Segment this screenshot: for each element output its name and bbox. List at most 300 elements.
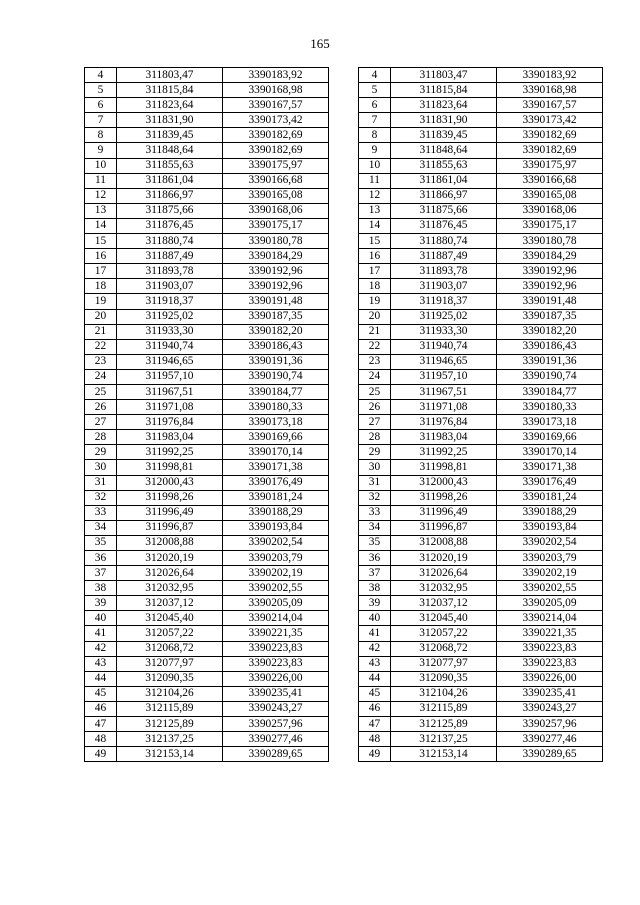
y-coordinate-cell: 3390187,35 [223, 309, 329, 324]
y-coordinate-cell: 3390175,97 [223, 158, 329, 173]
y-coordinate-cell: 3390191,48 [223, 294, 329, 309]
x-coordinate-cell: 311848,64 [391, 143, 497, 158]
point-number-cell: 9 [359, 143, 391, 158]
table-row [85, 535, 329, 550]
x-coordinate-cell: 312045,40 [391, 611, 497, 626]
point-number-cell: 10 [359, 158, 391, 173]
y-coordinate-cell: 3390289,65 [497, 747, 603, 762]
y-coordinate-cell: 3390180,78 [223, 234, 329, 249]
y-coordinate-cell: 3390173,42 [497, 113, 603, 128]
x-coordinate-cell: 312037,12 [391, 596, 497, 611]
table-row [85, 400, 329, 415]
point-number-cell: 13 [85, 203, 117, 218]
table-row [359, 173, 603, 188]
table-row [85, 324, 329, 339]
y-coordinate-cell: 3390176,49 [223, 475, 329, 490]
point-number-cell: 41 [85, 626, 117, 641]
y-coordinate-cell: 3390175,97 [497, 158, 603, 173]
point-number-cell: 20 [359, 309, 391, 324]
x-coordinate-cell: 311823,64 [117, 98, 223, 113]
y-coordinate-cell: 3390168,06 [223, 203, 329, 218]
x-coordinate-cell: 311998,26 [117, 490, 223, 505]
point-number-cell: 18 [85, 279, 117, 294]
coordinates-table-left [84, 67, 329, 762]
y-coordinate-cell: 3390193,84 [497, 520, 603, 535]
x-coordinate-cell: 311823,64 [391, 98, 497, 113]
x-coordinate-cell: 311876,45 [391, 218, 497, 233]
y-coordinate-cell: 3390190,74 [497, 369, 603, 384]
y-coordinate-cell: 3390187,35 [497, 309, 603, 324]
point-number-cell: 37 [85, 566, 117, 581]
point-number-cell: 35 [85, 535, 117, 550]
table-row [85, 98, 329, 113]
table-row [359, 83, 603, 98]
table-row [85, 369, 329, 384]
table-row [85, 188, 329, 203]
table-row [85, 641, 329, 656]
point-number-cell: 27 [359, 415, 391, 430]
point-number-cell: 36 [359, 551, 391, 566]
y-coordinate-cell: 3390191,48 [497, 294, 603, 309]
point-number-cell: 17 [85, 264, 117, 279]
y-coordinate-cell: 3390181,24 [223, 490, 329, 505]
x-coordinate-cell: 311831,90 [117, 113, 223, 128]
table-row [85, 173, 329, 188]
table-row [85, 460, 329, 475]
x-coordinate-cell: 311996,49 [117, 505, 223, 520]
y-coordinate-cell: 3390180,33 [223, 400, 329, 415]
table-row [85, 218, 329, 233]
y-coordinate-cell: 3390173,18 [223, 415, 329, 430]
y-coordinate-cell: 3390193,84 [223, 520, 329, 535]
point-number-cell: 19 [85, 294, 117, 309]
table-row [359, 339, 603, 354]
coordinates-table-right [358, 67, 603, 762]
table-row [85, 249, 329, 264]
y-coordinate-cell: 3390186,43 [223, 339, 329, 354]
y-coordinate-cell: 3390192,96 [497, 264, 603, 279]
point-number-cell: 34 [359, 520, 391, 535]
point-number-cell: 13 [359, 203, 391, 218]
table-row [359, 188, 603, 203]
y-coordinate-cell: 3390205,09 [497, 596, 603, 611]
x-coordinate-cell: 311918,37 [391, 294, 497, 309]
x-coordinate-cell: 311893,78 [391, 264, 497, 279]
table-row [359, 505, 603, 520]
x-coordinate-cell: 311925,02 [117, 309, 223, 324]
point-number-cell: 45 [359, 686, 391, 701]
y-coordinate-cell: 3390180,33 [497, 400, 603, 415]
x-coordinate-cell: 312068,72 [391, 641, 497, 656]
point-number-cell: 33 [85, 505, 117, 520]
point-number-cell: 11 [85, 173, 117, 188]
y-coordinate-cell: 3390168,06 [497, 203, 603, 218]
x-coordinate-cell: 311803,47 [391, 68, 497, 83]
table-row [359, 430, 603, 445]
table-row [359, 671, 603, 686]
table-row [359, 384, 603, 399]
x-coordinate-cell: 311875,66 [391, 203, 497, 218]
table-row [85, 309, 329, 324]
x-coordinate-cell: 311925,02 [391, 309, 497, 324]
point-number-cell: 45 [85, 686, 117, 701]
point-number-cell: 43 [85, 656, 117, 671]
y-coordinate-cell: 3390235,41 [223, 686, 329, 701]
y-coordinate-cell: 3390176,49 [497, 475, 603, 490]
table-row [359, 68, 603, 83]
point-number-cell: 41 [359, 626, 391, 641]
table-row [359, 415, 603, 430]
x-coordinate-cell: 311815,84 [391, 83, 497, 98]
y-coordinate-cell: 3390184,29 [497, 249, 603, 264]
x-coordinate-cell: 311957,10 [391, 369, 497, 384]
x-coordinate-cell: 312115,89 [391, 701, 497, 716]
y-coordinate-cell: 3390182,69 [497, 143, 603, 158]
x-coordinate-cell: 312057,22 [117, 626, 223, 641]
x-coordinate-cell: 312153,14 [117, 747, 223, 762]
x-coordinate-cell: 312026,64 [391, 566, 497, 581]
x-coordinate-cell: 312115,89 [117, 701, 223, 716]
point-number-cell: 10 [85, 158, 117, 173]
x-coordinate-cell: 312125,89 [117, 717, 223, 732]
table-row [85, 656, 329, 671]
y-coordinate-cell: 3390226,00 [497, 671, 603, 686]
x-coordinate-cell: 312057,22 [391, 626, 497, 641]
point-number-cell: 49 [359, 747, 391, 762]
y-coordinate-cell: 3390191,36 [497, 354, 603, 369]
table-row [359, 596, 603, 611]
x-coordinate-cell: 311967,51 [117, 384, 223, 399]
x-coordinate-cell: 311998,26 [391, 490, 497, 505]
x-coordinate-cell: 311876,45 [117, 218, 223, 233]
y-coordinate-cell: 3390192,96 [223, 279, 329, 294]
x-coordinate-cell: 311848,64 [117, 143, 223, 158]
table-row [359, 279, 603, 294]
table-row [85, 520, 329, 535]
point-number-cell: 4 [85, 68, 117, 83]
point-number-cell: 12 [359, 188, 391, 203]
point-number-cell: 16 [359, 249, 391, 264]
point-number-cell: 30 [85, 460, 117, 475]
y-coordinate-cell: 3390205,09 [223, 596, 329, 611]
x-coordinate-cell: 311996,49 [391, 505, 497, 520]
y-coordinate-cell: 3390202,55 [223, 581, 329, 596]
x-coordinate-cell: 311933,30 [117, 324, 223, 339]
point-number-cell: 20 [85, 309, 117, 324]
x-coordinate-cell: 312077,97 [391, 656, 497, 671]
point-number-cell: 40 [85, 611, 117, 626]
table-row [85, 430, 329, 445]
x-coordinate-cell: 312125,89 [391, 717, 497, 732]
point-number-cell: 11 [359, 173, 391, 188]
table-row [85, 671, 329, 686]
x-coordinate-cell: 311971,08 [117, 400, 223, 415]
table-row [359, 218, 603, 233]
y-coordinate-cell: 3390182,20 [223, 324, 329, 339]
x-coordinate-cell: 312090,35 [391, 671, 497, 686]
point-number-cell: 22 [359, 339, 391, 354]
x-coordinate-cell: 312104,26 [391, 686, 497, 701]
point-number-cell: 12 [85, 188, 117, 203]
y-coordinate-cell: 3390182,69 [223, 143, 329, 158]
x-coordinate-cell: 311918,37 [117, 294, 223, 309]
x-coordinate-cell: 312153,14 [391, 747, 497, 762]
point-number-cell: 34 [85, 520, 117, 535]
y-coordinate-cell: 3390170,14 [223, 445, 329, 460]
x-coordinate-cell: 311976,84 [117, 415, 223, 430]
x-coordinate-cell: 312137,25 [117, 732, 223, 747]
x-coordinate-cell: 312020,19 [117, 551, 223, 566]
table-row [359, 400, 603, 415]
x-coordinate-cell: 311861,04 [391, 173, 497, 188]
y-coordinate-cell: 3390184,29 [223, 249, 329, 264]
y-coordinate-cell: 3390202,19 [497, 566, 603, 581]
y-coordinate-cell: 3390182,20 [497, 324, 603, 339]
table-row [359, 264, 603, 279]
y-coordinate-cell: 3390203,79 [223, 551, 329, 566]
x-coordinate-cell: 311983,04 [117, 430, 223, 445]
point-number-cell: 28 [359, 430, 391, 445]
table-row [85, 732, 329, 747]
table-row [85, 505, 329, 520]
x-coordinate-cell: 311903,07 [117, 279, 223, 294]
y-coordinate-cell: 3390173,42 [223, 113, 329, 128]
point-number-cell: 6 [359, 98, 391, 113]
point-number-cell: 17 [359, 264, 391, 279]
x-coordinate-cell: 311998,81 [117, 460, 223, 475]
point-number-cell: 24 [85, 369, 117, 384]
y-coordinate-cell: 3390182,69 [497, 128, 603, 143]
point-number-cell: 38 [359, 581, 391, 596]
table-row [85, 264, 329, 279]
y-coordinate-cell: 3390223,83 [497, 641, 603, 656]
point-number-cell: 32 [359, 490, 391, 505]
table-row [359, 113, 603, 128]
table-row [85, 490, 329, 505]
x-coordinate-cell: 312104,26 [117, 686, 223, 701]
table-row [359, 656, 603, 671]
y-coordinate-cell: 3390223,83 [223, 641, 329, 656]
y-coordinate-cell: 3390221,35 [223, 626, 329, 641]
y-coordinate-cell: 3390188,29 [223, 505, 329, 520]
point-number-cell: 22 [85, 339, 117, 354]
y-coordinate-cell: 3390277,46 [223, 732, 329, 747]
table-row [85, 717, 329, 732]
x-coordinate-cell: 311880,74 [391, 234, 497, 249]
y-coordinate-cell: 3390202,19 [223, 566, 329, 581]
x-coordinate-cell: 311992,25 [391, 445, 497, 460]
y-coordinate-cell: 3390191,36 [223, 354, 329, 369]
y-coordinate-cell: 3390171,38 [497, 460, 603, 475]
y-coordinate-cell: 3390173,18 [497, 415, 603, 430]
page-number: 165 [310, 36, 330, 51]
point-number-cell: 26 [85, 400, 117, 415]
point-number-cell: 40 [359, 611, 391, 626]
x-coordinate-cell: 311992,25 [117, 445, 223, 460]
table-row [359, 611, 603, 626]
point-number-cell: 47 [85, 717, 117, 732]
point-number-cell: 38 [85, 581, 117, 596]
y-coordinate-cell: 3390166,68 [497, 173, 603, 188]
x-coordinate-cell: 312137,25 [391, 732, 497, 747]
y-coordinate-cell: 3390226,00 [223, 671, 329, 686]
x-coordinate-cell: 311946,65 [117, 354, 223, 369]
table-row [359, 234, 603, 249]
y-coordinate-cell: 3390202,55 [497, 581, 603, 596]
point-number-cell: 39 [359, 596, 391, 611]
table-row [359, 158, 603, 173]
point-number-cell: 21 [85, 324, 117, 339]
y-coordinate-cell: 3390165,08 [497, 188, 603, 203]
table-row [85, 128, 329, 143]
table-row [359, 686, 603, 701]
y-coordinate-cell: 3390184,77 [497, 384, 603, 399]
table-row [85, 234, 329, 249]
point-number-cell: 16 [85, 249, 117, 264]
table-row [85, 596, 329, 611]
x-coordinate-cell: 311887,49 [391, 249, 497, 264]
table-row [359, 294, 603, 309]
table-row [85, 384, 329, 399]
y-coordinate-cell: 3390214,04 [223, 611, 329, 626]
point-number-cell: 25 [359, 384, 391, 399]
table-row [85, 339, 329, 354]
x-coordinate-cell: 311866,97 [117, 188, 223, 203]
x-coordinate-cell: 311887,49 [117, 249, 223, 264]
table-row [85, 415, 329, 430]
y-coordinate-cell: 3390192,96 [223, 264, 329, 279]
table-row [85, 143, 329, 158]
table-row [359, 98, 603, 113]
y-coordinate-cell: 3390170,14 [497, 445, 603, 460]
table-row [85, 83, 329, 98]
y-coordinate-cell: 3390168,98 [497, 83, 603, 98]
table-row [359, 551, 603, 566]
table-row [85, 294, 329, 309]
table-row [359, 354, 603, 369]
x-coordinate-cell: 311815,84 [117, 83, 223, 98]
point-number-cell: 15 [359, 234, 391, 249]
y-coordinate-cell: 3390169,66 [223, 430, 329, 445]
table-row [359, 475, 603, 490]
x-coordinate-cell: 311996,87 [117, 520, 223, 535]
point-number-cell: 14 [85, 218, 117, 233]
table-row [359, 717, 603, 732]
table-row [85, 354, 329, 369]
point-number-cell: 31 [359, 475, 391, 490]
x-coordinate-cell: 312032,95 [117, 581, 223, 596]
point-number-cell: 36 [85, 551, 117, 566]
point-number-cell: 4 [359, 68, 391, 83]
point-number-cell: 30 [359, 460, 391, 475]
point-number-cell: 44 [359, 671, 391, 686]
y-coordinate-cell: 3390168,98 [223, 83, 329, 98]
x-coordinate-cell: 311967,51 [391, 384, 497, 399]
point-number-cell: 28 [85, 430, 117, 445]
table-row [359, 460, 603, 475]
y-coordinate-cell: 3390243,27 [497, 701, 603, 716]
y-coordinate-cell: 3390175,17 [223, 218, 329, 233]
table-row [359, 369, 603, 384]
x-coordinate-cell: 311933,30 [391, 324, 497, 339]
table-row [359, 732, 603, 747]
table-row [85, 203, 329, 218]
table-body-left [85, 68, 329, 762]
table-row [85, 475, 329, 490]
x-coordinate-cell: 311957,10 [117, 369, 223, 384]
table-row [359, 445, 603, 460]
table-row [85, 279, 329, 294]
point-number-cell: 24 [359, 369, 391, 384]
y-coordinate-cell: 3390289,65 [223, 747, 329, 762]
table-row [85, 626, 329, 641]
x-coordinate-cell: 311998,81 [391, 460, 497, 475]
x-coordinate-cell: 311996,87 [391, 520, 497, 535]
table-row [85, 566, 329, 581]
y-coordinate-cell: 3390214,04 [497, 611, 603, 626]
y-coordinate-cell: 3390182,69 [223, 128, 329, 143]
point-number-cell: 7 [85, 113, 117, 128]
x-coordinate-cell: 312045,40 [117, 611, 223, 626]
table-row [359, 249, 603, 264]
point-number-cell: 9 [85, 143, 117, 158]
table-row [359, 581, 603, 596]
x-coordinate-cell: 311861,04 [117, 173, 223, 188]
point-number-cell: 37 [359, 566, 391, 581]
table-row [359, 641, 603, 656]
y-coordinate-cell: 3390223,83 [497, 656, 603, 671]
y-coordinate-cell: 3390277,46 [497, 732, 603, 747]
table-body-right [359, 68, 603, 762]
point-number-cell: 23 [85, 354, 117, 369]
table-row [85, 701, 329, 716]
table-row [359, 203, 603, 218]
y-coordinate-cell: 3390183,92 [497, 68, 603, 83]
y-coordinate-cell: 3390257,96 [497, 717, 603, 732]
y-coordinate-cell: 3390181,24 [497, 490, 603, 505]
x-coordinate-cell: 312068,72 [117, 641, 223, 656]
point-number-cell: 26 [359, 400, 391, 415]
y-coordinate-cell: 3390167,57 [497, 98, 603, 113]
x-coordinate-cell: 311831,90 [391, 113, 497, 128]
point-number-cell: 27 [85, 415, 117, 430]
point-number-cell: 31 [85, 475, 117, 490]
point-number-cell: 32 [85, 490, 117, 505]
x-coordinate-cell: 312008,88 [391, 535, 497, 550]
point-number-cell: 46 [85, 701, 117, 716]
y-coordinate-cell: 3390175,17 [497, 218, 603, 233]
point-number-cell: 5 [85, 83, 117, 98]
x-coordinate-cell: 311940,74 [117, 339, 223, 354]
point-number-cell: 18 [359, 279, 391, 294]
point-number-cell: 25 [85, 384, 117, 399]
y-coordinate-cell: 3390223,83 [223, 656, 329, 671]
point-number-cell: 21 [359, 324, 391, 339]
point-number-cell: 39 [85, 596, 117, 611]
table-row [85, 581, 329, 596]
table-row [85, 68, 329, 83]
y-coordinate-cell: 3390243,27 [223, 701, 329, 716]
x-coordinate-cell: 312026,64 [117, 566, 223, 581]
y-coordinate-cell: 3390190,74 [223, 369, 329, 384]
table-row [359, 626, 603, 641]
x-coordinate-cell: 311946,65 [391, 354, 497, 369]
y-coordinate-cell: 3390166,68 [223, 173, 329, 188]
point-number-cell: 23 [359, 354, 391, 369]
table-row [359, 701, 603, 716]
y-coordinate-cell: 3390257,96 [223, 717, 329, 732]
x-coordinate-cell: 311971,08 [391, 400, 497, 415]
